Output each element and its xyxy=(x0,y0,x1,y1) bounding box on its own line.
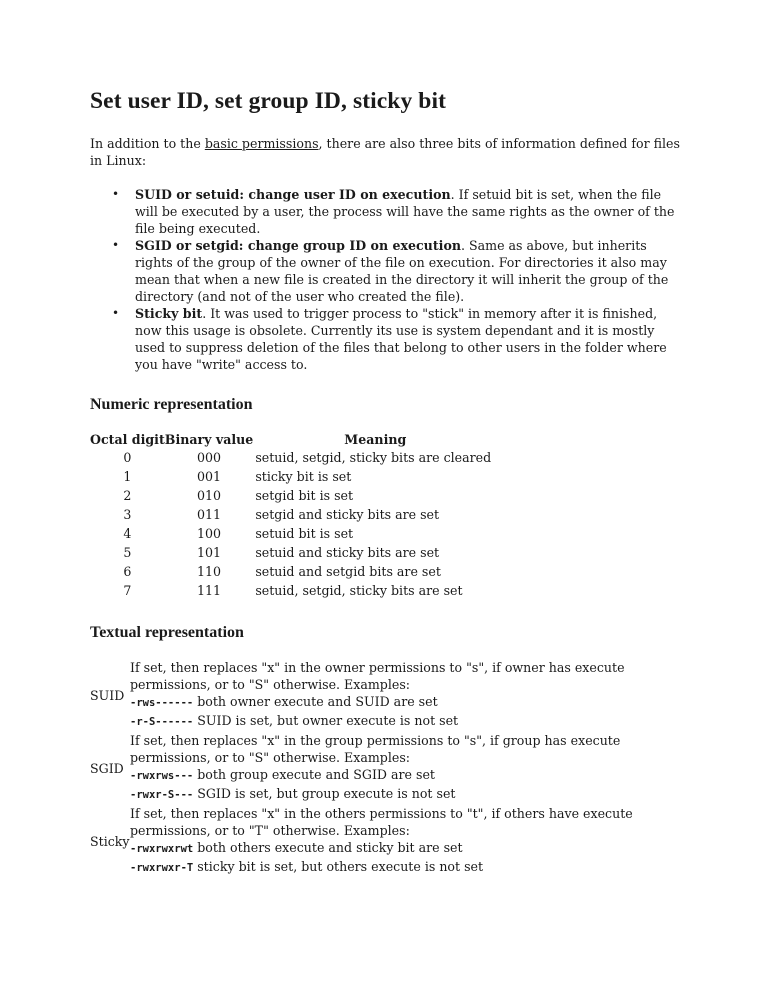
binary-cell: 100 xyxy=(197,526,222,541)
row-description xyxy=(130,805,690,878)
list-item-term: SGID or setgid: change group ID on execution xyxy=(135,238,461,253)
meaning-cell: setuid bit is set xyxy=(255,526,354,541)
example-text: both group execute and SGID are set xyxy=(193,767,435,782)
octal-cell: 2 xyxy=(123,488,132,503)
example-line xyxy=(130,839,690,858)
meaning-cell: setuid and setgid bits are set xyxy=(255,564,441,579)
permission-code: -rwxrws--- xyxy=(130,770,194,782)
permission-code: -r-S------ xyxy=(130,716,194,728)
page-title: Set user ID, set group ID, sticky bit xyxy=(90,88,447,114)
permission-code: -rws------ xyxy=(130,697,194,709)
row-label: SGID xyxy=(90,761,124,776)
octal-cell: 5 xyxy=(123,545,132,560)
example-line xyxy=(130,766,690,785)
binary-cell: 010 xyxy=(197,488,222,503)
table-row xyxy=(90,450,495,469)
meaning-cell: sticky bit is set xyxy=(255,469,352,484)
table-row xyxy=(90,545,495,564)
meaning-cell: setgid and sticky bits are set xyxy=(255,507,440,522)
example-text: both owner execute and SUID are set xyxy=(193,694,438,709)
table-row-sgid xyxy=(90,732,690,805)
octal-cell: 7 xyxy=(123,583,132,598)
description-text: If set, then replaces "x" in the group permissions to "s", if group has execute permissions, or to "S" otherwise. Examples: xyxy=(130,733,621,765)
list-item-text: . Same as above, but inherits rights of the group of the owner of the file on execution. For directories it also may mean that when a new file is created in the directory it will inherit the group of the directory (and not of the user who created the file). xyxy=(135,238,669,304)
binary-cell: 101 xyxy=(197,545,222,560)
example-text: SGID is set, but group execute is not set xyxy=(193,786,456,801)
basic-permissions-link[interactable]: basic permissions xyxy=(204,136,319,151)
octal-cell: 0 xyxy=(123,450,132,465)
description-text: If set, then replaces "x" in the others permissions to "t", if others have execute permissions, or to "T" otherwise. Examples: xyxy=(130,806,633,838)
list-item-sgid xyxy=(90,237,680,305)
list-item-sticky xyxy=(90,305,680,373)
meaning-cell: setuid, setgid, sticky bits are set xyxy=(255,583,463,598)
table-row xyxy=(90,488,495,507)
example-line xyxy=(130,785,690,804)
bullet-icon: • xyxy=(112,187,120,201)
table-row-suid xyxy=(90,659,690,732)
table-row xyxy=(90,583,495,602)
row-description xyxy=(130,659,690,732)
octal-cell: 4 xyxy=(123,526,132,541)
binary-cell: 000 xyxy=(197,450,222,465)
list-item-text: . If setuid bit is set, when the file will be executed by a user, the process will have the same rights as the owner of the file being executed. xyxy=(135,187,675,236)
bullet-icon: • xyxy=(112,306,120,320)
binary-cell: 111 xyxy=(197,583,222,598)
row-label: SUID xyxy=(90,688,125,703)
textual-heading: Textual representation xyxy=(90,624,244,641)
column-header-binary: Binary value xyxy=(164,432,254,447)
table-row xyxy=(90,526,495,545)
permission-code: -rwxr-S--- xyxy=(130,789,194,801)
list-item-text: . It was used to trigger process to "stick" in memory after it is finished, now this usage is obsolete. Currently its use is system dependant and it is mostly used to suppress deletion of the files that belong to other users in the folder where you have "write" access to. xyxy=(135,306,667,372)
table-row xyxy=(90,469,495,488)
row-description xyxy=(130,732,690,805)
octal-cell: 6 xyxy=(123,564,132,579)
intro-text-before: In addition to the xyxy=(90,136,205,151)
binary-cell: 110 xyxy=(197,564,222,579)
permission-code: -rwxrwxrwt xyxy=(130,843,194,855)
bit-definitions-list xyxy=(90,186,680,373)
table-header-row xyxy=(90,432,495,450)
row-label: Sticky xyxy=(90,834,130,849)
table-row xyxy=(90,564,495,583)
intro-paragraph xyxy=(90,135,680,169)
example-line xyxy=(130,712,690,731)
meaning-cell: setuid and sticky bits are set xyxy=(255,545,440,560)
bullet-icon: • xyxy=(112,238,120,252)
example-line xyxy=(130,693,690,712)
binary-cell: 011 xyxy=(197,507,222,522)
octal-cell: 3 xyxy=(123,507,132,522)
example-text: both others execute and sticky bit are set xyxy=(193,840,463,855)
description-text: If set, then replaces "x" in the owner permissions to "s", if owner has execute permissions, or to "S" otherwise. Examples: xyxy=(130,660,625,692)
meaning-cell: setgid bit is set xyxy=(255,488,354,503)
binary-cell: 001 xyxy=(197,469,222,484)
table-row xyxy=(90,507,495,526)
column-header-meaning: Meaning xyxy=(344,432,407,447)
list-item-term: Sticky bit xyxy=(135,306,203,321)
permission-code: -rwxrwxr-T xyxy=(130,862,194,874)
octal-cell: 1 xyxy=(123,469,132,484)
numeric-heading: Numeric representation xyxy=(90,396,253,413)
example-text: sticky bit is set, but others execute is not set xyxy=(193,859,484,874)
list-item-term: SUID or setuid: change user ID on execution xyxy=(135,187,451,202)
table-row-sticky xyxy=(90,805,690,878)
intro-text-after: , there are also three bits of information defined for files in Linux: xyxy=(90,136,680,168)
textual-table xyxy=(90,659,690,878)
numeric-table xyxy=(90,432,495,602)
column-header-octal: Octal digit xyxy=(90,432,165,447)
meaning-cell: setuid, setgid, sticky bits are cleared xyxy=(255,450,492,465)
example-line xyxy=(130,858,690,877)
list-item-suid xyxy=(90,186,680,237)
example-text: SUID is set, but owner execute is not set xyxy=(193,713,459,728)
